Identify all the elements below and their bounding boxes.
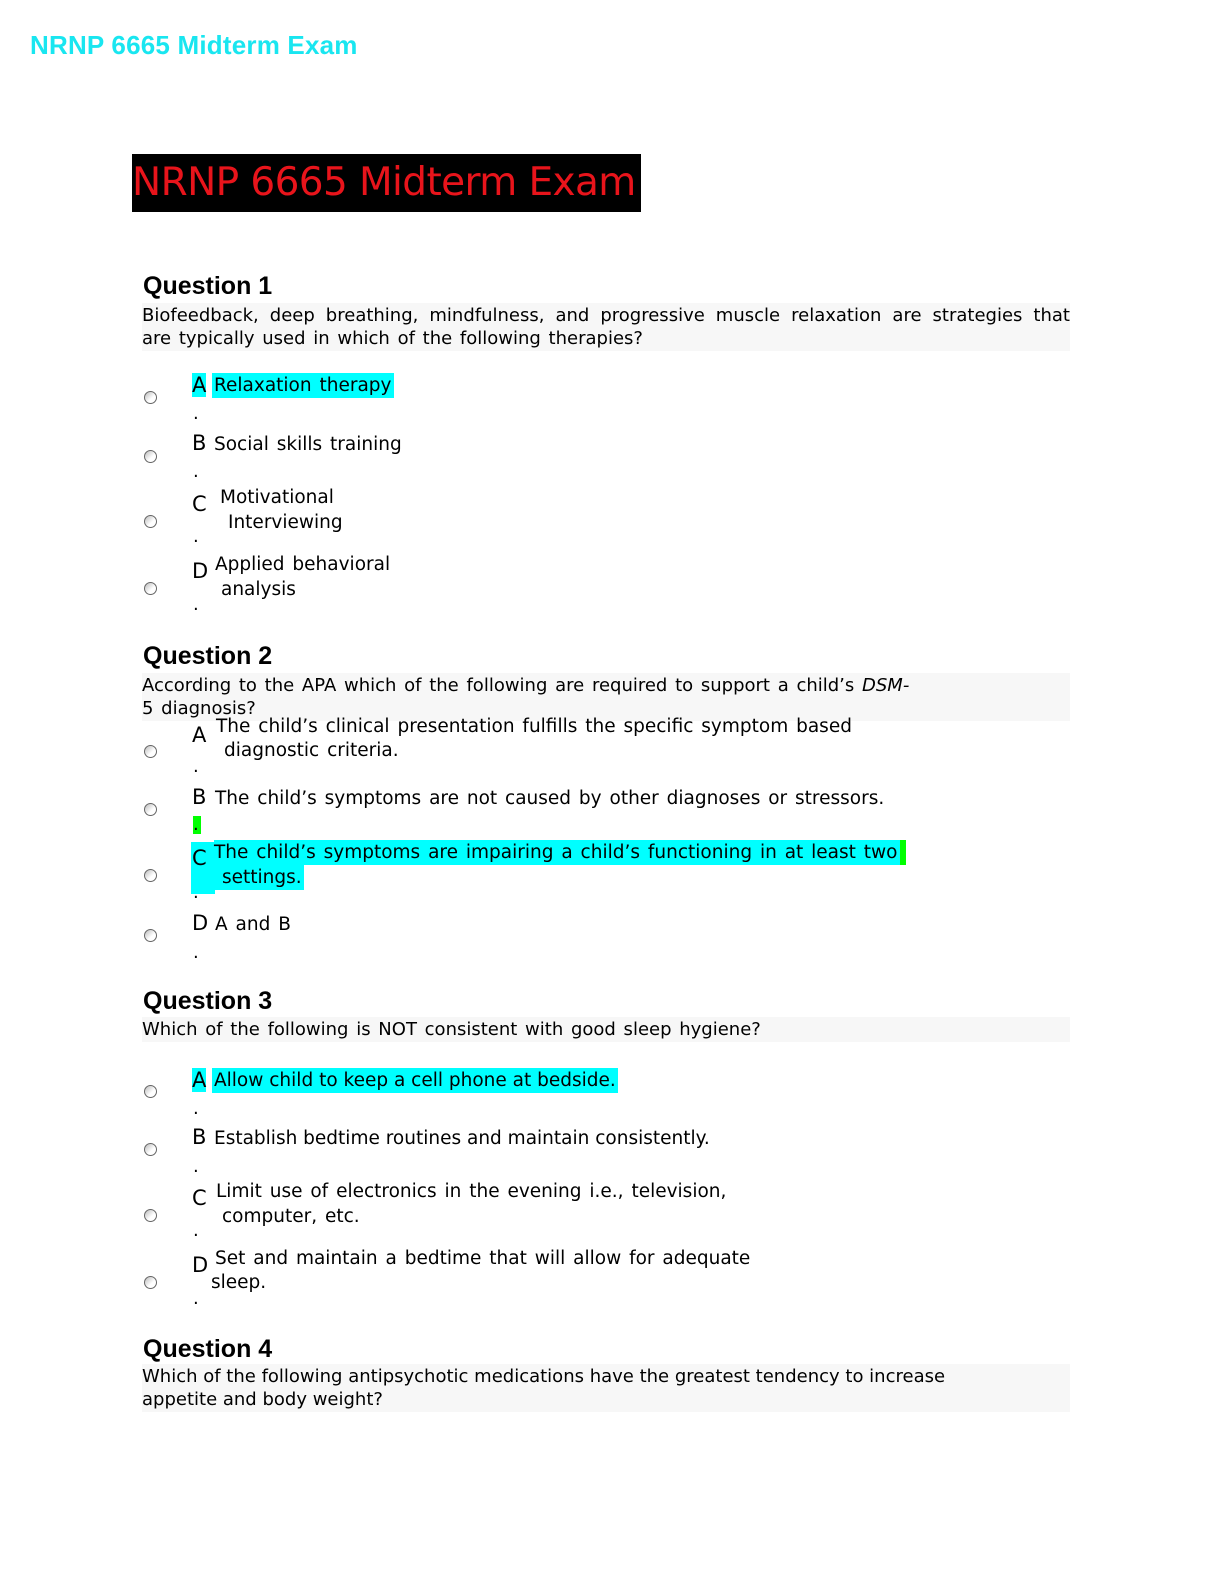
q1-option-d-text-line2: analysis — [221, 579, 296, 600]
q2-option-b-radio[interactable] — [144, 803, 157, 816]
question-3-text: Which of the following is NOT consistent with good sleep hygiene? — [142, 1017, 1070, 1042]
q2-option-b-letter: B — [192, 785, 207, 809]
question-1-text: Biofeedback, deep breathing, mindfulness, and progressive muscle relaxation are strategies that are typically used in which of the following therapies? — [142, 305, 1070, 349]
question-2-text: According to the APA which of the following are required to support a child’s DSM- 5 diagnosis? — [142, 673, 1070, 721]
title-banner: NRNP 6665 Midterm Exam — [132, 154, 641, 212]
q3-option-c-radio[interactable] — [144, 1209, 157, 1222]
q2-option-d-radio[interactable] — [144, 929, 157, 942]
q2-option-d-letter: D — [192, 911, 209, 935]
q3-option-d-radio[interactable] — [144, 1276, 157, 1289]
q2-option-b-dot: . — [193, 816, 201, 834]
q3-option-a-letter: A — [192, 1068, 207, 1092]
question-1-heading: Question 1 — [143, 272, 273, 300]
q3-option-c-letter: C — [192, 1186, 207, 1210]
q1-option-a-text: Relaxation therapy — [212, 373, 394, 398]
q3-option-b-letter: B — [192, 1125, 207, 1149]
q3-option-a-dot: . — [193, 1098, 199, 1119]
q1-option-c-dot: . — [193, 526, 199, 547]
q1-option-b-radio[interactable] — [144, 450, 157, 463]
q1-option-c-text-line1: Motivational — [220, 487, 334, 508]
q2-option-d-text: A and B — [215, 914, 291, 935]
q1-option-b-letter: B — [192, 431, 207, 455]
q2-option-a-dot: . — [193, 756, 199, 777]
page-header-title: NRNP 6665 Midterm Exam — [30, 30, 358, 60]
q1-option-c-text-line2: Interviewing — [228, 512, 343, 533]
q3-option-b-dot: . — [193, 1156, 199, 1177]
q1-option-a-radio[interactable] — [144, 391, 157, 404]
q3-option-c-dot: . — [193, 1220, 199, 1241]
q2-option-a-text-line1: The child’s clinical presentation fulfills the specific symptom based — [216, 716, 852, 737]
q3-option-c-text-line2: computer, etc. — [222, 1206, 360, 1227]
q3-option-b-text: Establish bedtime routines and maintain consistently. — [214, 1128, 710, 1149]
q1-option-c-radio[interactable] — [144, 515, 157, 528]
q2-option-c-dot: . — [193, 882, 199, 903]
q1-option-b-dot: . — [193, 461, 199, 482]
q2-option-c-letter: C — [192, 846, 207, 870]
dsm-italic: DSM- — [862, 675, 910, 696]
q1-option-d-letter: D — [192, 559, 209, 583]
q3-option-c-text-line1: Limit use of electronics in the evening i.e., television, — [216, 1181, 727, 1202]
q3-option-b-radio[interactable] — [144, 1143, 157, 1156]
q2-option-c-text-line2: settings. — [214, 865, 304, 890]
q1-option-a-dot: . — [193, 403, 199, 424]
q1-option-b-text: Social skills training — [214, 434, 402, 455]
q3-option-d-dot: . — [193, 1288, 199, 1309]
q3-option-d-letter: D — [192, 1253, 209, 1277]
question-3-heading: Question 3 — [143, 987, 273, 1015]
question-4-heading: Question 4 — [143, 1335, 273, 1363]
question-4-text: Which of the following antipsychotic medications have the greatest tendency to increase appetite and body weight? — [142, 1364, 1070, 1412]
question-2-heading: Question 2 — [143, 642, 273, 670]
q3-option-a-radio[interactable] — [144, 1085, 157, 1098]
q1-option-d-text-line1: Applied behavioral — [215, 554, 391, 575]
q3-option-a-text: Allow child to keep a cell phone at bedside. — [214, 1070, 616, 1091]
q2-option-d-dot: . — [193, 942, 199, 963]
q3-option-d-text-line1: Set and maintain a bedtime that will allow for adequate — [215, 1248, 751, 1269]
q2-option-a-letter: A — [192, 723, 207, 747]
q2-option-c-radio[interactable] — [144, 869, 157, 882]
q1-option-d-radio[interactable] — [144, 582, 157, 595]
q1-option-c-letter: C — [192, 492, 207, 516]
q2-option-a-radio[interactable] — [144, 745, 157, 758]
q2-option-b-text: The child’s symptoms are not caused by other diagnoses or stressors. — [215, 788, 885, 809]
q2-option-a-text-line2: diagnostic criteria. — [224, 740, 399, 761]
q2-option-c-text-line1: The child’s symptoms are impairing a child’s functioning in at least two — [214, 840, 906, 865]
q1-option-a-letter: A — [192, 373, 207, 397]
q3-option-d-text-line2: sleep. — [211, 1272, 267, 1293]
q1-option-d-dot: . — [193, 594, 199, 615]
